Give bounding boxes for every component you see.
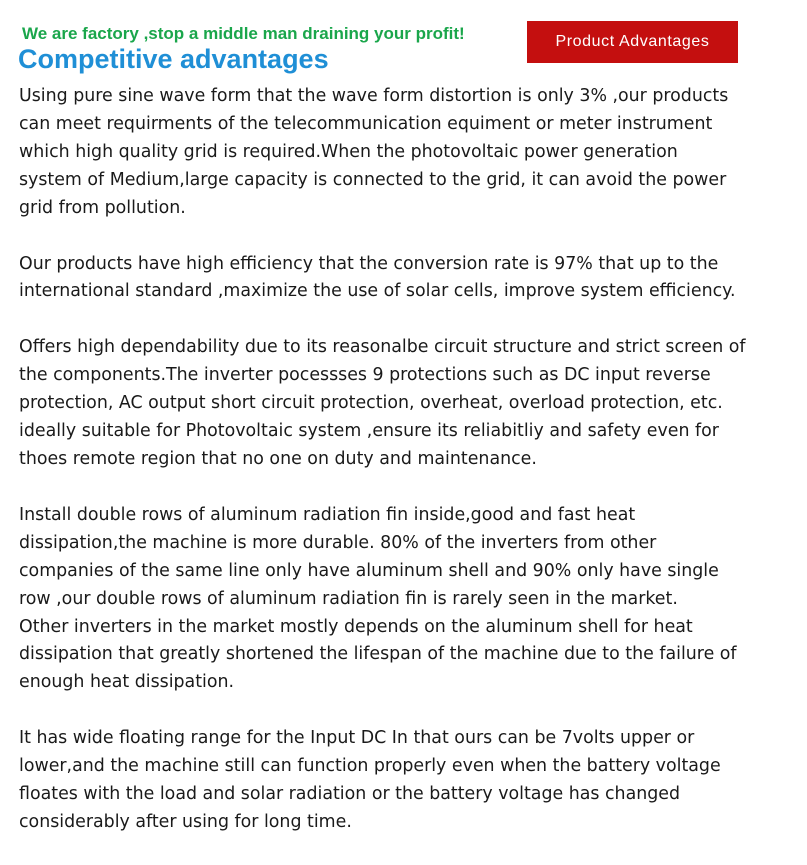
paragraph-line: ideally suitable for Photovoltaic system ,ensure its reliabitliy and safety even for: [19, 421, 719, 442]
paragraph-line: system of Medium,large capacity is connected to the grid, it can avoid the power: [19, 169, 727, 190]
paragraph-line: thoes remote region that no one on duty and maintenance.: [19, 448, 537, 469]
advantages-content: [19, 83, 801, 865]
paragraph-line: Other inverters in the market mostly depends on the aluminum shell for heat: [19, 616, 693, 637]
paragraph-dependability: [19, 334, 801, 474]
paragraph-line: It has wide floating range for the Input DC In that ours can be 7volts upper or: [19, 728, 695, 749]
paragraph-line: lower,and the machine still can function properly even when the battery voltage: [19, 756, 721, 777]
paragraph-line: Offers high dependability due to its reasonalbe circuit structure and strict screen of: [19, 337, 746, 358]
paragraph-line: can meet requirments of the telecommunication equiment or meter instrument: [19, 113, 713, 134]
paragraph-line: international standard ,maximize the use of solar cells, improve system efficiency.: [19, 281, 736, 302]
product-advantages-label: Product Advantages: [555, 33, 710, 50]
paragraph-line: the components.The inverter pocessses 9 protections such as DC input reverse: [19, 365, 711, 386]
paragraph-line: enough heat dissipation.: [19, 672, 235, 693]
paragraph-floating-range: [19, 725, 801, 837]
paragraph-line: Using pure sine wave form that the wave form distortion is only 3% ,our products: [19, 86, 729, 106]
paragraph-efficiency: [19, 251, 801, 307]
product-advantages-button[interactable]: [527, 21, 738, 63]
paragraph-line: companies of the same line only have aluminum shell and 90% only have single: [19, 560, 719, 581]
paragraph-line: floates with the load and solar radiation or the battery voltage has changed: [19, 784, 681, 805]
paragraph-line: protection, AC output short circuit protection, overheat, overload protection, etc.: [19, 393, 723, 414]
paragraph-line: row ,our double rows of aluminum radiation fin is rarely seen in the market.: [19, 588, 678, 609]
factory-tagline: We are factory ,stop a middle man draining your profit!: [22, 24, 465, 43]
paragraph-line: dissipation,the machine is more durable. 80% of the inverters from other: [19, 532, 657, 553]
paragraph-line: which high quality grid is required.When the photovoltaic power generation: [19, 141, 678, 162]
paragraph-line: considerably after using for long time.: [19, 811, 352, 832]
page-title: Competitive advantages: [18, 44, 329, 74]
paragraph-line: Install double rows of aluminum radiation fin inside,good and fast heat: [19, 504, 636, 525]
paragraph-sine-wave: [19, 83, 801, 223]
paragraph-line: grid from pollution.: [19, 197, 186, 218]
paragraph-heat-dissipation: [19, 502, 801, 697]
paragraph-line: Our products have high efficiency that the conversion rate is 97% that up to the: [19, 253, 719, 274]
paragraph-line: dissipation that greatly shortened the lifespan of the machine due to the failure of: [19, 644, 737, 665]
